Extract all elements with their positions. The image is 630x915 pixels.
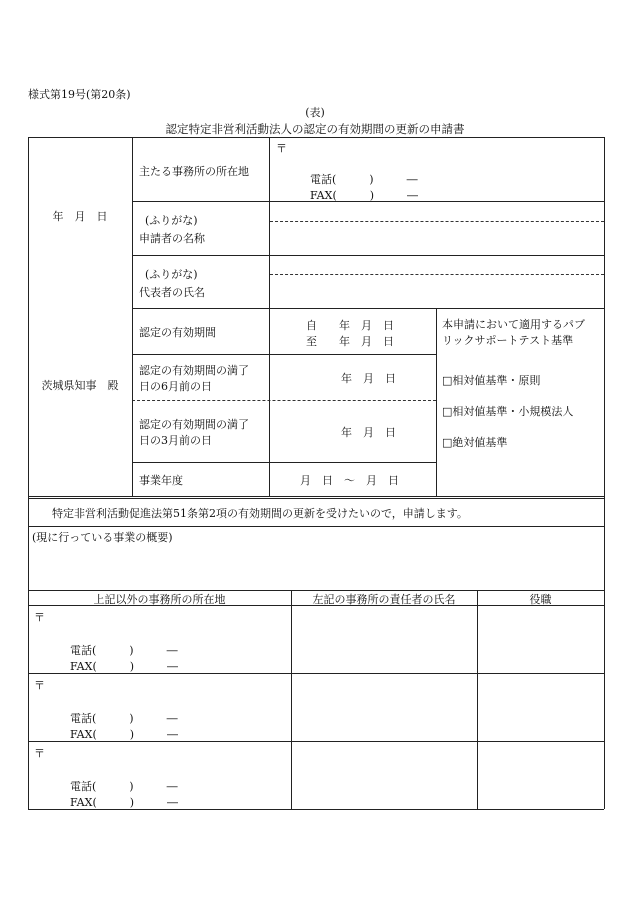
fiscal-year-value[interactable]: 月 日 ～ 月 日 bbox=[300, 474, 399, 487]
pst-option-relative-principle[interactable]: □相対値基準・原則 bbox=[442, 374, 541, 387]
six-month-label-2: 日の6月前の日 bbox=[139, 380, 212, 393]
office-fax[interactable]: FAX( ) ― bbox=[70, 796, 179, 809]
application-statement: 特定非営利活動促進法第51条第2項の有効期間の更新を受けたいので，申請します。 bbox=[52, 507, 468, 520]
office-tel[interactable]: 電話( ) ― bbox=[70, 780, 178, 793]
validity-period-label: 認定の有効期間 bbox=[139, 326, 216, 339]
office-postal-mark: 〒 bbox=[34, 679, 45, 692]
period-to[interactable]: 至 年 月 日 bbox=[306, 335, 394, 348]
office-postal-mark: 〒 bbox=[34, 611, 45, 624]
office-postal-mark: 〒 bbox=[34, 747, 45, 760]
pst-heading: 本申請において適用するパブ bbox=[442, 318, 585, 331]
pst-option-absolute[interactable]: □絶対値基準 bbox=[442, 436, 508, 449]
front-label: (表) bbox=[305, 106, 325, 119]
office-tel[interactable]: 電話( ) ― bbox=[70, 712, 178, 725]
page-title: 認定特定非営利活動法人の認定の有効期間の更新の申請書 bbox=[165, 122, 465, 136]
fax-field[interactable]: FAX( ) ― bbox=[310, 189, 419, 202]
pst-option-relative-small[interactable]: □相対値基準・小規模法人 bbox=[442, 405, 574, 418]
three-month-label: 認定の有効期間の満了 bbox=[139, 418, 249, 431]
three-month-date[interactable]: 年 月 日 bbox=[341, 426, 396, 439]
office-position-header: 役職 bbox=[529, 593, 552, 606]
tel-field[interactable]: 電話( ) ― bbox=[310, 173, 418, 186]
postal-mark: 〒 bbox=[276, 142, 287, 155]
office-address-header: 上記以外の事務所の所在地 bbox=[93, 593, 226, 606]
representative-name-label: 代表者の氏名 bbox=[139, 286, 205, 299]
furigana-label: (ふりがな) bbox=[145, 268, 198, 281]
business-overview-label: (現に行っている事業の概要) bbox=[32, 531, 173, 544]
pst-heading-2: リックサポートテスト基準 bbox=[442, 334, 574, 347]
period-from[interactable]: 自 年 月 日 bbox=[306, 319, 394, 332]
applicant-name-label: 申請者の名称 bbox=[139, 232, 205, 245]
furigana-label: (ふりがな) bbox=[145, 214, 198, 227]
three-month-label-2: 日の3月前の日 bbox=[139, 434, 212, 447]
application-date: 年 月 日 bbox=[52, 210, 108, 223]
six-month-label: 認定の有効期間の満了 bbox=[139, 364, 249, 377]
addressee: 茨城県知事 殿 bbox=[41, 379, 119, 392]
six-month-date[interactable]: 年 月 日 bbox=[341, 372, 396, 385]
fiscal-year-label: 事業年度 bbox=[139, 474, 183, 487]
office-fax[interactable]: FAX( ) ― bbox=[70, 660, 179, 673]
office-tel[interactable]: 電話( ) ― bbox=[70, 644, 178, 657]
office-fax[interactable]: FAX( ) ― bbox=[70, 728, 179, 741]
form-number: 様式第19号(第20条) bbox=[28, 88, 131, 101]
office-manager-header: 左記の事務所の責任者の氏名 bbox=[312, 593, 456, 606]
address-label: 主たる事務所の所在地 bbox=[139, 165, 249, 178]
